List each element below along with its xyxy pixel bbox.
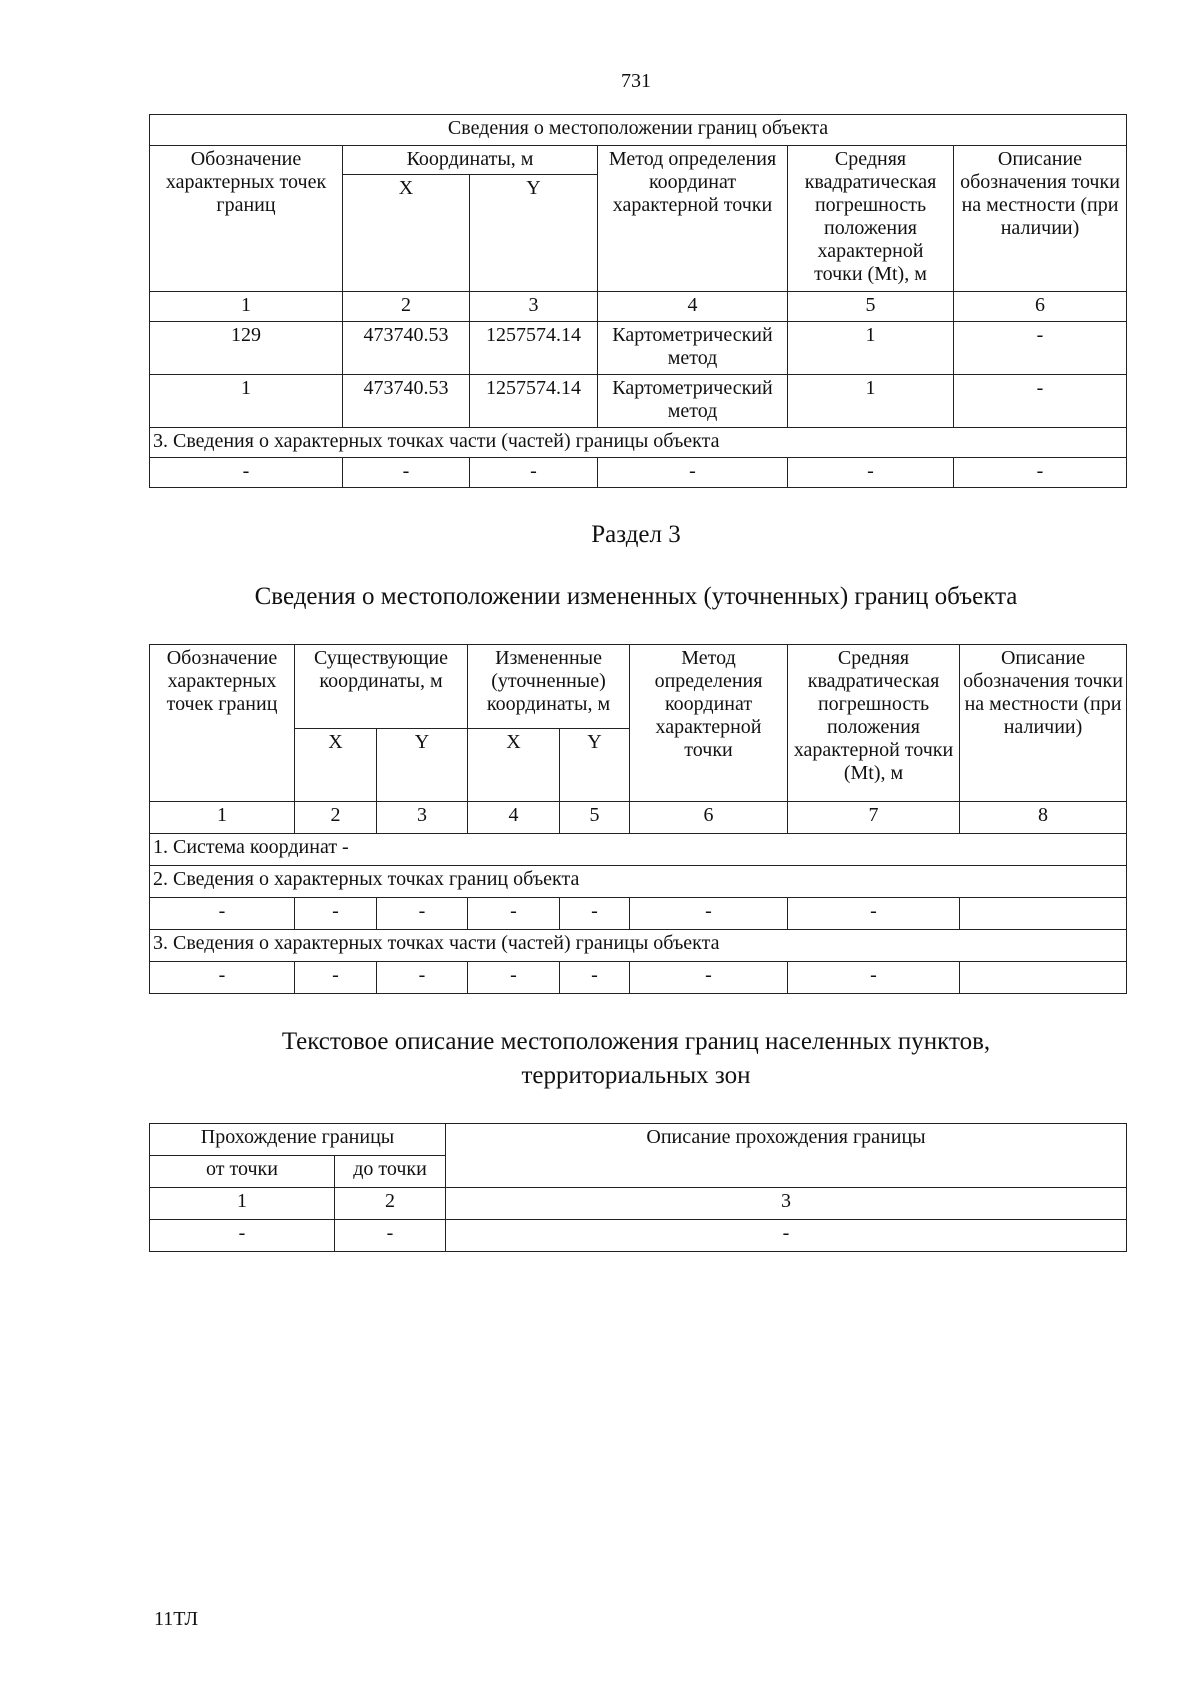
- coord-y: 1257574.14: [470, 375, 598, 428]
- coord-x: 473740.53: [343, 375, 470, 428]
- column-number: 5: [560, 802, 630, 834]
- header-method: Метод определения координат характерной точки: [598, 146, 788, 292]
- description: -: [954, 322, 1127, 375]
- error: 1: [788, 322, 954, 375]
- cell: -: [335, 1220, 446, 1252]
- coord-system-label: 1. Система координат -: [150, 834, 1127, 866]
- header-y: Y: [560, 729, 630, 802]
- column-number: 3: [446, 1188, 1127, 1220]
- table-row: [150, 962, 1127, 994]
- table-row: [150, 1220, 1127, 1252]
- boundary-location-table: [149, 114, 1127, 488]
- point-id: 129: [150, 322, 343, 375]
- method: Картометрический метод: [598, 375, 788, 428]
- changed-boundary-table: [149, 644, 1127, 994]
- column-number: 1: [150, 802, 295, 834]
- header-passage-description: Описание прохождения границы: [446, 1124, 1127, 1188]
- cell: -: [468, 898, 560, 930]
- section2-label: 2. Сведения о характерных точках границ объекта: [150, 866, 1127, 898]
- cell: -: [560, 962, 630, 994]
- column-number: 2: [335, 1188, 446, 1220]
- text-description-title: [0, 1025, 1200, 1093]
- page-number: 731: [621, 70, 651, 92]
- method: Картометрический метод: [598, 322, 788, 375]
- column-number: 1: [150, 1188, 335, 1220]
- header-designation: Обозначение характерных точек границ: [150, 146, 343, 292]
- section-title: Раздел 3: [591, 521, 681, 548]
- table-row: [150, 322, 1127, 375]
- point-id: 1: [150, 375, 343, 428]
- cell: -: [150, 962, 295, 994]
- cell: -: [150, 458, 343, 488]
- cell: -: [295, 962, 377, 994]
- error: 1: [788, 375, 954, 428]
- header-x: X: [468, 729, 560, 802]
- column-number: 7: [788, 802, 960, 834]
- column-number: 5: [788, 292, 954, 322]
- header-description: Описание обозначения точки на местности (при наличии): [954, 146, 1127, 292]
- cell: -: [598, 458, 788, 488]
- coord-x: 473740.53: [343, 322, 470, 375]
- cell: [960, 898, 1127, 930]
- cell: -: [377, 962, 468, 994]
- cell: -: [468, 962, 560, 994]
- section-subtitle: Сведения о местоположении измененных (уточненных) границ объекта: [254, 583, 1018, 610]
- column-number: 6: [630, 802, 788, 834]
- header-description: Описание обозначения точки на местности (при наличии): [960, 645, 1127, 802]
- cell: -: [150, 1220, 335, 1252]
- section3-label: 3. Сведения о характерных точках части (частей) границы объекта: [150, 428, 1127, 458]
- cell: -: [446, 1220, 1127, 1252]
- column-number: 2: [343, 292, 470, 322]
- header-error: Средняя квадратическая погрешность положения характерной точки (Mt), м: [788, 146, 954, 292]
- cell: [960, 962, 1127, 994]
- cell: -: [560, 898, 630, 930]
- cell: -: [954, 458, 1127, 488]
- coord-y: 1257574.14: [470, 322, 598, 375]
- cell: -: [788, 898, 960, 930]
- cell: -: [150, 898, 295, 930]
- header-changed-coordinates: Измененные (уточненные) координаты, м: [468, 645, 630, 729]
- text-description-title-line1: Текстовое описание местоположения границ населенных пунктов,: [281, 1028, 991, 1055]
- cell: -: [788, 962, 960, 994]
- header-error: Средняя квадратическая погрешность положения характерной точки (Mt), м: [788, 645, 960, 802]
- cell: -: [377, 898, 468, 930]
- header-to-point: до точки: [335, 1156, 446, 1188]
- header-y: Y: [470, 175, 598, 292]
- description: -: [954, 375, 1127, 428]
- cell: -: [630, 962, 788, 994]
- column-number: 3: [377, 802, 468, 834]
- cell: -: [343, 458, 470, 488]
- column-number: 3: [470, 292, 598, 322]
- text-description-title-line2: территориальных зон: [521, 1062, 751, 1089]
- header-coordinates: Координаты, м: [343, 146, 598, 175]
- cell: -: [470, 458, 598, 488]
- table-row: [150, 458, 1127, 488]
- table1-title: Сведения о местоположении границ объекта: [150, 115, 1127, 146]
- section3-label: 3. Сведения о характерных точках части (частей) границы объекта: [150, 930, 1127, 962]
- cell: -: [788, 458, 954, 488]
- header-x: X: [295, 729, 377, 802]
- column-number: 4: [468, 802, 560, 834]
- boundary-passage-table: [149, 1123, 1127, 1252]
- column-number: 1: [150, 292, 343, 322]
- table-row: [150, 375, 1127, 428]
- header-x: X: [343, 175, 470, 292]
- header-method: Метод определения координат характерной точки: [630, 645, 788, 802]
- table-row: [150, 898, 1127, 930]
- header-from-point: от точки: [150, 1156, 335, 1188]
- column-number: 4: [598, 292, 788, 322]
- header-existing-coordinates: Существующие координаты, м: [295, 645, 468, 729]
- header-y: Y: [377, 729, 468, 802]
- cell: -: [630, 898, 788, 930]
- header-designation: Обозначение характерных точек границ: [150, 645, 295, 802]
- column-number: 2: [295, 802, 377, 834]
- cell: -: [295, 898, 377, 930]
- column-number: 6: [954, 292, 1127, 322]
- footer-code: 11ТЛ: [154, 1608, 199, 1630]
- header-passage: Прохождение границы: [150, 1124, 446, 1156]
- column-number: 8: [960, 802, 1127, 834]
